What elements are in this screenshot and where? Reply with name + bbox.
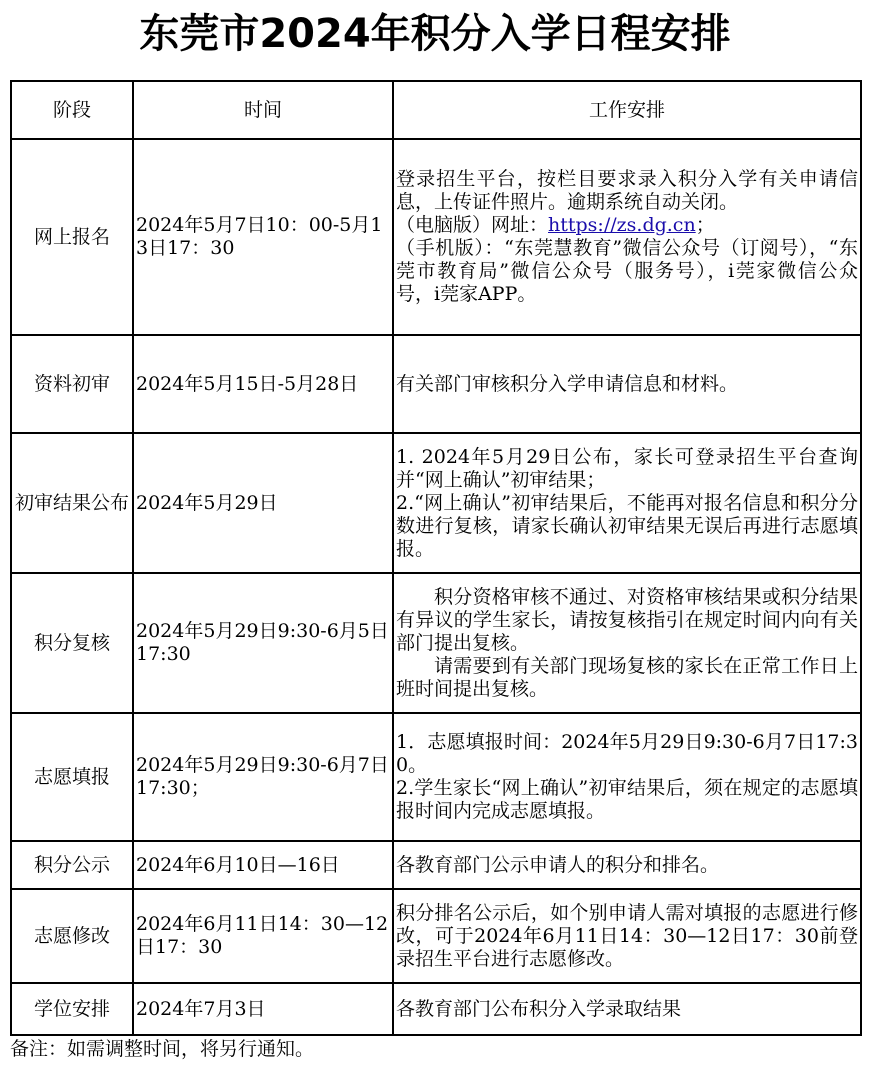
arrangement-cell bbox=[393, 573, 861, 713]
url-label: （电脑版）网址： bbox=[396, 214, 549, 236]
arrangement-paragraph: （手机版）：“东莞慧教育”微信公众号（订阅号），“东莞市教育局”微信公众号（服务号），i莞家微信公众号，i莞家APP。 bbox=[396, 237, 858, 305]
table-row bbox=[11, 433, 861, 573]
stage-cell: 网上报名 bbox=[11, 139, 133, 335]
stage-cell: 资料初审 bbox=[11, 335, 133, 433]
arrangement-paragraph bbox=[396, 214, 858, 237]
header-stage: 阶段 bbox=[11, 81, 133, 139]
table-row bbox=[11, 983, 861, 1035]
time-cell: 2024年5月7日10：00-5月13日17：30 bbox=[133, 139, 393, 335]
arrangement-cell bbox=[393, 983, 861, 1035]
arrangement-cell bbox=[393, 841, 861, 889]
url-suffix: ； bbox=[695, 214, 715, 236]
arrangement-paragraph: 2.“网上确认”初审结果后，不能再对报名信息和积分分数进行复核，请家长确认初审结果无误后再进行志愿填报。 bbox=[396, 491, 858, 560]
time-cell: 2024年6月10日—16日 bbox=[133, 841, 393, 889]
time-cell: 2024年7月3日 bbox=[133, 983, 393, 1035]
table-row bbox=[11, 713, 861, 841]
schedule-table bbox=[10, 80, 862, 1036]
table-row bbox=[11, 889, 861, 983]
platform-link[interactable]: https://zs.dg.cn bbox=[548, 214, 696, 236]
arrangement-cell bbox=[393, 335, 861, 433]
header-arrangement: 工作安排 bbox=[393, 81, 861, 139]
stage-cell: 学位安排 bbox=[11, 983, 133, 1035]
stage-cell: 志愿修改 bbox=[11, 889, 133, 983]
header-time: 时间 bbox=[133, 81, 393, 139]
page-title: 东莞市2024年积分入学日程安排 bbox=[139, 11, 731, 57]
time-cell: 2024年5月15日-5月28日 bbox=[133, 335, 393, 433]
arrangement-paragraph: 各教育部门公布积分入学录取结果 bbox=[396, 997, 682, 1020]
footnote: 备注：如需调整时间，将另行通知。 bbox=[10, 1038, 315, 1060]
arrangement-paragraph: 有关部门审核积分入学申请信息和材料。 bbox=[396, 372, 739, 395]
arrangement-cell bbox=[393, 139, 861, 335]
time-cell: 2024年6月11日14：30—12日17：30 bbox=[133, 889, 393, 983]
time-cell: 2024年5月29日9:30-6月5日17:30 bbox=[133, 573, 393, 713]
arrangement-paragraph: 请需要到有关部门现场复核的家长在正常工作日上班时间提出复核。 bbox=[396, 654, 858, 700]
time-cell: 2024年5月29日9:30-6月7日17:30； bbox=[133, 713, 393, 841]
table-row bbox=[11, 573, 861, 713]
arrangement-paragraph: 2.学生家长“网上确认”初审结果后，须在规定的志愿填报时间内完成志愿填报。 bbox=[396, 777, 858, 822]
arrangement-paragraph: 1. 2024年5月29日公布，家长可登录招生平台查询并“网上确认”初审结果； bbox=[396, 445, 858, 491]
time-cell: 2024年5月29日 bbox=[133, 433, 393, 573]
table-header-row bbox=[11, 81, 861, 139]
stage-cell: 积分公示 bbox=[11, 841, 133, 889]
arrangement-paragraph: 积分排名公示后，如个别申请人需对填报的志愿进行修改，可于2024年6月11日14：30—12日17：30前登录招生平台进行志愿修改。 bbox=[396, 901, 858, 970]
table-row bbox=[11, 335, 861, 433]
arrangement-cell bbox=[393, 713, 861, 841]
stage-cell: 积分复核 bbox=[11, 573, 133, 713]
arrangement-paragraph: 1．志愿填报时间：2024年5月29日9:30-6月7日17:30。 bbox=[396, 731, 858, 776]
arrangement-paragraph: 积分资格审核不通过、对资格审核结果或积分结果有异议的学生家长，请按复核指引在规定时间内向有关部门提出复核。 bbox=[396, 585, 858, 654]
table-row bbox=[11, 139, 861, 335]
arrangement-paragraph: 登录招生平台，按栏目要求录入积分入学有关申请信息，上传证件照片。逾期系统自动关闭。 bbox=[396, 168, 858, 213]
arrangement-cell bbox=[393, 889, 861, 983]
arrangement-paragraph: 各教育部门公示申请人的积分和排名。 bbox=[396, 853, 720, 876]
table-row bbox=[11, 841, 861, 889]
stage-cell: 志愿填报 bbox=[11, 713, 133, 841]
arrangement-cell bbox=[393, 433, 861, 573]
stage-cell: 初审结果公布 bbox=[11, 433, 133, 573]
